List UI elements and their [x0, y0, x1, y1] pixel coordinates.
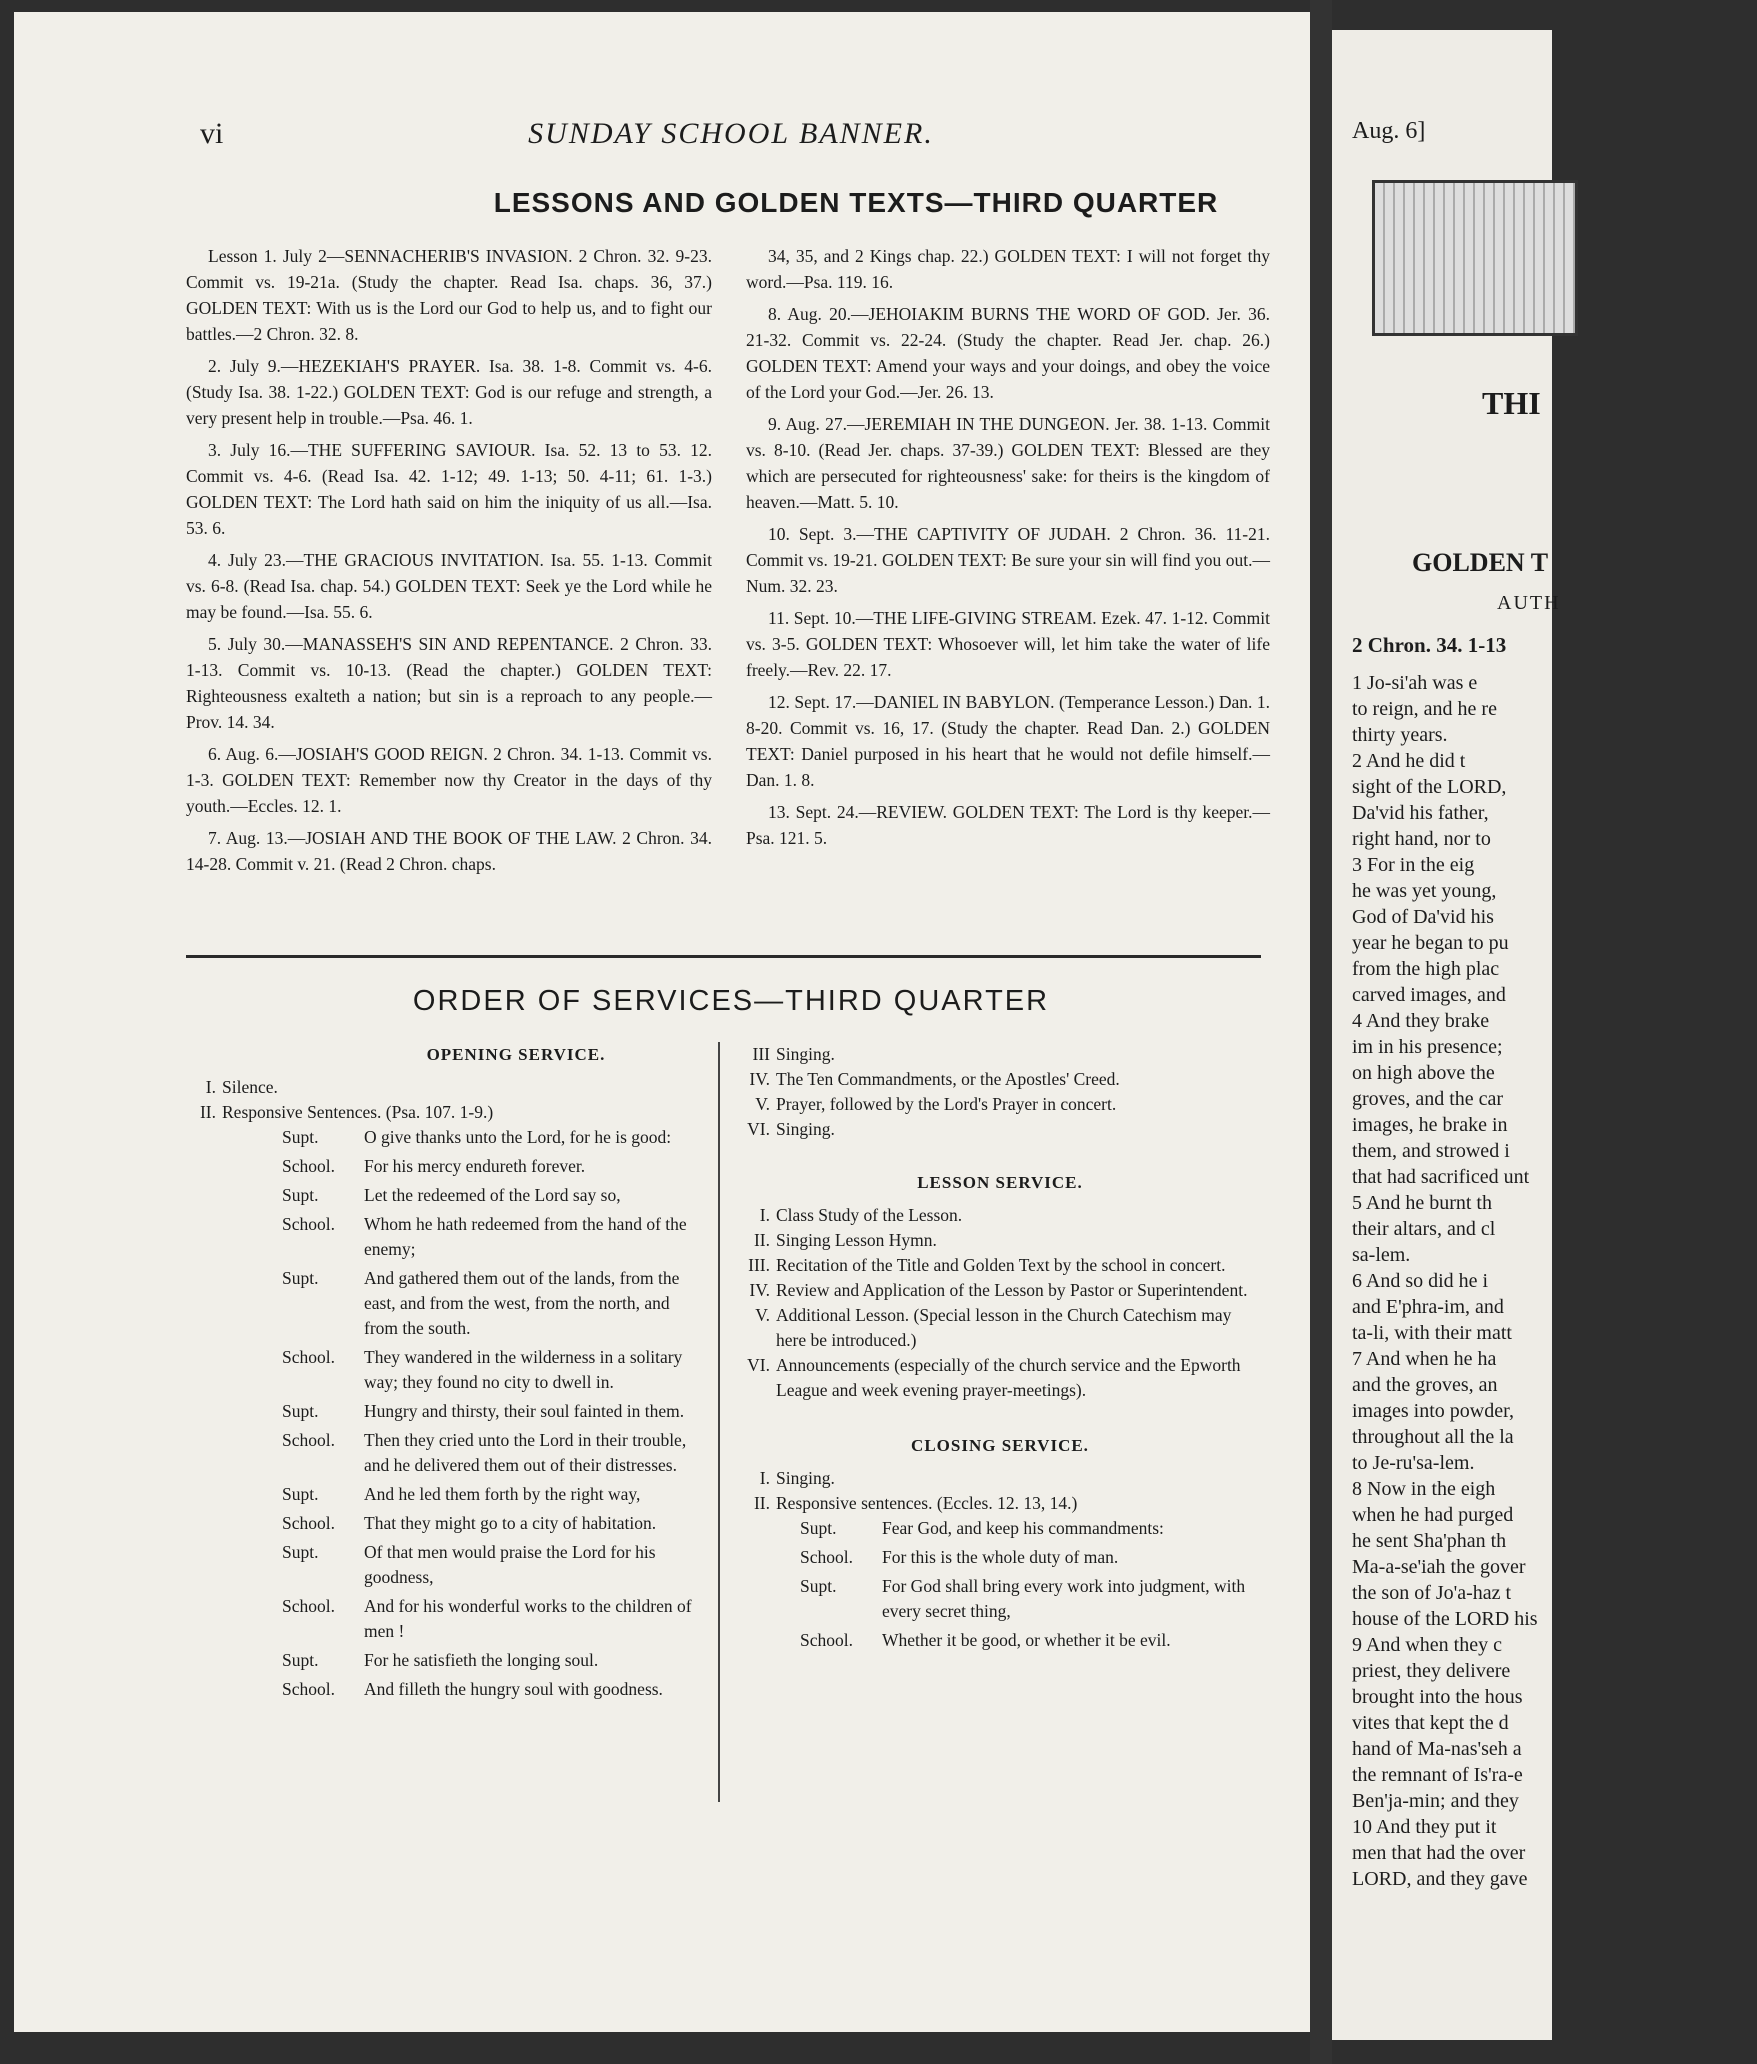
speaker-label: Supt. — [282, 1185, 319, 1205]
sentence-text: Whether it be good, or whether it be evil. — [882, 1630, 1171, 1650]
responsive-sentence — [800, 1574, 1260, 1624]
service-item — [740, 1092, 1260, 1117]
facing-line: Da'vid his father, — [1352, 802, 1489, 824]
facing-line: 7 And when he ha — [1352, 1348, 1497, 1370]
item-text: Singing. — [776, 1044, 835, 1064]
spacer — [186, 1154, 282, 1179]
item-number: V. — [755, 1305, 770, 1325]
lesson-entry: 2. July 9.—HEZEKIAH'S PRAYER. Isa. 38. 1-8. Commit vs. 4-6. (Study Isa. 38. 1-22.) GOLDEN TEXT: God is our refuge and strength, a very present help in trouble.—Psa. 46. 1. — [186, 356, 712, 428]
column-divider — [718, 1042, 720, 1802]
facing-line: priest, they delivere — [1352, 1660, 1511, 1682]
item-text: Class Study of the Lesson. — [776, 1205, 963, 1225]
spacer — [186, 1212, 282, 1262]
facing-line: hand of Ma-nas'seh a — [1352, 1738, 1522, 1760]
responsive-sentence — [800, 1628, 1260, 1653]
lesson-entry: 3. July 16.—THE SUFFERING SAVIOUR. Isa. 52. 13 to 53. 12. Commit vs. 4-6. (Read Isa. 42. 1-12; 49. 1-13; 50. 4-11; 61. 1-3.) GOLDEN TEXT: The Lord hath said on him the iniquity of us all.—Isa. 53. 6. — [186, 440, 712, 538]
lesson-entry: 12. Sept. 17.—DANIEL IN BABYLON. (Temperance Lesson.) Dan. 1. 8-20. Commit vs. 16, 17. (Study the chapter. Read Dan. 2.) GOLDEN TEXT: Daniel purposed in his heart that he would not defile himself.—Dan. 1. 8. — [746, 692, 1270, 790]
lesson-entry: 5. July 30.—MANASSEH'S SIN AND REPENTANCE. 2 Chron. 33. 1-13. Commit vs. 10-13. (Read the chapter.) GOLDEN TEXT: Righteousness exalteth a nation; but sin is a reproach to any people.—Prov. 14. 34. — [186, 634, 712, 732]
sentence-text: And he led them forth by the right way, — [364, 1484, 641, 1504]
spacer — [186, 1511, 282, 1536]
responsive-sentence — [186, 1266, 706, 1341]
item-number: I. — [205, 1077, 216, 1097]
item-text: Responsive sentences. (Eccles. 12. 13, 14.) — [776, 1493, 1078, 1513]
lesson-entry: 13. Sept. 24.—REVIEW. GOLDEN TEXT: The Lord is thy keeper.—Psa. 121. 5. — [746, 802, 1270, 848]
sentence-text: Fear God, and keep his commandments: — [882, 1518, 1164, 1538]
service-item — [740, 1042, 1260, 1067]
item-text: Announcements (especially of the church service and the Epworth League and week evening prayer-meetings). — [776, 1355, 1241, 1400]
facing-heading: THI — [1482, 385, 1541, 421]
sentence-text: Hungry and thirsty, their soul fainted in them. — [364, 1401, 685, 1421]
facing-line: to Je-ru'sa-lem. — [1352, 1452, 1475, 1474]
services-right-column — [740, 1042, 1260, 1657]
page-number: vi — [200, 117, 224, 150]
responsive-sentence — [186, 1594, 706, 1644]
sentence-text: For God shall bring every work into judgment, with every secret thing, — [882, 1576, 1246, 1621]
facing-line: 1 Jo-si'ah was e — [1352, 672, 1478, 694]
facing-line: 9 And when they c — [1352, 1634, 1502, 1656]
item-number: I. — [759, 1205, 770, 1225]
facing-line: 8 Now in the eigh — [1352, 1478, 1496, 1500]
facing-line: carved images, and — [1352, 984, 1506, 1006]
service-item — [186, 1100, 706, 1125]
facing-ref: 2 Chron. 34. 1-13 — [1352, 633, 1507, 657]
order-of-services-title: ORDER OF SERVICES—THIRD QUARTER — [412, 985, 1050, 1017]
facing-line: 10 And they put it — [1352, 1816, 1497, 1838]
facing-line: 6 And so did he i — [1352, 1270, 1489, 1292]
responsive-sentence — [186, 1345, 706, 1395]
item-text: Singing. — [776, 1468, 835, 1488]
spacer — [186, 1345, 282, 1395]
spacer — [186, 1428, 282, 1478]
responsive-sentence — [800, 1516, 1260, 1541]
facing-line: images into powder, — [1352, 1400, 1514, 1422]
item-number: II. — [199, 1102, 216, 1122]
lesson-entry: 8. Aug. 20.—JEHOIAKIM BURNS THE WORD OF GOD. Jer. 36. 21-32. Commit vs. 22-24. (Study the chapter. Read Jer. chap. 26.) GOLDEN TEXT: Amend your ways and your doings, and obey the voice of the Lord your God.—Jer. 26. 13. — [746, 304, 1270, 402]
spacer — [186, 1594, 282, 1644]
speaker-label: School. — [282, 1513, 335, 1533]
item-text: Review and Application of the Lesson by Pastor or Superintendent. — [776, 1280, 1248, 1300]
sentence-text: And for his wonderful works to the children of men ! — [364, 1596, 692, 1641]
opening-service-title: OPENING SERVICE. — [426, 1045, 606, 1064]
facing-line: he sent Sha'phan th — [1352, 1530, 1507, 1552]
section-divider — [186, 955, 1261, 958]
facing-line: right hand, nor to — [1352, 828, 1491, 850]
speaker-label: School. — [800, 1547, 853, 1567]
lesson-entry: Lesson 1. July 2—SENNACHERIB'S INVASION. 2 Chron. 32. 9-23. Commit vs. 19-21a. (Study the chapter. Read Isa. chaps. 36, 37.) GOLDEN TEXT: With us is the Lord our God to help us, and to fight our battles.—2 Chron. 32. 8. — [186, 246, 712, 344]
page-header — [186, 117, 1276, 157]
sentence-text: And gathered them out of the lands, from the east, and from the west, from the north, and from the south. — [364, 1268, 680, 1338]
responsive-sentence — [186, 1125, 706, 1150]
item-text: The Ten Commandments, or the Apostles' Creed. — [776, 1069, 1120, 1089]
facing-line: Ben'ja-min; and they — [1352, 1790, 1519, 1812]
speaker-label: Supt. — [800, 1576, 837, 1596]
service-item — [740, 1491, 1260, 1516]
lessons-left-column — [186, 243, 712, 883]
speaker-label: School. — [282, 1156, 335, 1176]
closing-service-title: CLOSING SERVICE. — [911, 1436, 1089, 1455]
lesson-entry: 10. Sept. 3.—THE CAPTIVITY OF JUDAH. 2 Chron. 36. 11-21. Commit vs. 19-21. GOLDEN TEXT: Be sure your sin will find you out.—Num. 32. 23. — [746, 524, 1270, 596]
facing-line: Ma-a-se'iah the gover — [1352, 1556, 1526, 1578]
facing-line: sight of the LORD, — [1352, 776, 1507, 798]
speaker-label: School. — [282, 1679, 335, 1699]
item-number: IV. — [749, 1069, 770, 1089]
facing-line: men that had the over — [1352, 1842, 1526, 1864]
service-item — [740, 1278, 1260, 1303]
lesson-entry: 4. July 23.—THE GRACIOUS INVITATION. Isa. 55. 1-13. Commit vs. 6-8. (Read Isa. chap. 54.) GOLDEN TEXT: Seek ye the Lord while he may be found.—Isa. 55. 6. — [186, 550, 712, 622]
item-text: Additional Lesson. (Special lesson in the Church Catechism may here be introduced.) — [776, 1305, 1232, 1350]
item-number: VI. — [747, 1355, 770, 1375]
spacer — [186, 1648, 282, 1673]
facing-line: vites that kept the d — [1352, 1712, 1509, 1734]
service-item — [740, 1228, 1260, 1253]
item-number: IV. — [749, 1280, 770, 1300]
facing-golden: GOLDEN T — [1412, 548, 1549, 577]
running-title: SUNDAY SCHOOL BANNER. — [528, 117, 934, 150]
sentence-text: Of that men would praise the Lord for his goodness, — [364, 1542, 656, 1587]
service-item — [740, 1466, 1260, 1491]
responsive-sentence — [186, 1154, 706, 1179]
facing-line: ta-li, with their matt — [1352, 1322, 1512, 1344]
item-text: Singing Lesson Hymn. — [776, 1230, 937, 1250]
lesson-entry: 7. Aug. 13.—JOSIAH AND THE BOOK OF THE LAW. 2 Chron. 34. 14-28. Commit v. 21. (Read 2 Chron. chaps. — [186, 828, 712, 874]
sentence-text: Whom he hath redeemed from the hand of the enemy; — [364, 1214, 687, 1259]
facing-page — [1332, 30, 1561, 2040]
service-item — [740, 1067, 1260, 1092]
spacer — [186, 1183, 282, 1208]
facing-line: brought into the hous — [1352, 1686, 1523, 1708]
facing-line: year he began to pu — [1352, 932, 1509, 954]
spacer — [186, 1125, 282, 1150]
speaker-label: Supt. — [282, 1268, 319, 1288]
item-number: III. — [748, 1255, 770, 1275]
sentence-text: And filleth the hungry soul with goodness. — [364, 1679, 663, 1699]
facing-line: their altars, and cl — [1352, 1218, 1496, 1240]
lesson-service-title: LESSON SERVICE. — [917, 1173, 1083, 1192]
item-text: Singing. — [776, 1119, 835, 1139]
responsive-sentence — [186, 1212, 706, 1262]
item-text: Responsive Sentences. (Psa. 107. 1-9.) — [222, 1102, 494, 1122]
speaker-label: School. — [282, 1430, 335, 1450]
spacer — [186, 1399, 282, 1424]
facing-line: LORD, and they gave — [1352, 1868, 1528, 1890]
facing-line: 2 And he did t — [1352, 750, 1466, 772]
responsive-sentence — [186, 1183, 706, 1208]
sentence-text: For he satisfieth the longing soul. — [364, 1650, 599, 1670]
facing-line: images, he brake in — [1352, 1114, 1508, 1136]
responsive-sentence — [800, 1545, 1260, 1570]
speaker-label: School. — [282, 1596, 335, 1616]
facing-line: sa-lem. — [1352, 1244, 1411, 1266]
sentence-text: They wandered in the wilderness in a solitary way; they found no city to dwell in. — [364, 1347, 683, 1392]
spacer — [186, 1677, 282, 1702]
speaker-label: Supt. — [282, 1650, 319, 1670]
facing-line: the son of Jo'a-haz t — [1352, 1582, 1512, 1604]
facing-line: 4 And they brake — [1352, 1010, 1490, 1032]
facing-line: thirty years. — [1352, 724, 1448, 746]
speaker-label: School. — [800, 1630, 853, 1650]
speaker-label: Supt. — [282, 1484, 319, 1504]
facing-text — [1352, 670, 1612, 1892]
ornament-illustration — [1372, 180, 1578, 336]
item-number: I. — [759, 1468, 770, 1488]
service-item — [740, 1253, 1260, 1278]
sentence-text: For his mercy endureth forever. — [364, 1156, 586, 1176]
facing-line: the remnant of Is'ra-e — [1352, 1764, 1523, 1786]
spacer — [186, 1540, 282, 1590]
facing-line: 5 And he burnt th — [1352, 1192, 1492, 1214]
lesson-entry: 6. Aug. 6.—JOSIAH'S GOOD REIGN. 2 Chron. 34. 1-13. Commit vs. 1-3. GOLDEN TEXT: Remember now thy Creator in the days of thy youth.—Eccles. 12. 1. — [186, 744, 712, 816]
facing-line: on high above the — [1352, 1062, 1495, 1084]
lesson-entry: 11. Sept. 10.—THE LIFE-GIVING STREAM. Ezek. 47. 1-12. Commit vs. 3-5. GOLDEN TEXT: Whosoever will, let him take the water of life freely.—Rev. 22. 17. — [746, 608, 1270, 680]
item-number: II. — [753, 1493, 770, 1513]
facing-line: when he had purged — [1352, 1504, 1514, 1526]
spacer — [186, 1266, 282, 1341]
lesson-entry: 34, 35, and 2 Kings chap. 22.) GOLDEN TEXT: I will not forget thy word.—Psa. 119. 16. — [746, 246, 1270, 292]
responsive-sentence — [186, 1677, 706, 1702]
facing-auth: AUTH — [1497, 592, 1561, 614]
facing-line: and E'phra-im, and — [1352, 1296, 1504, 1318]
item-text: Silence. — [222, 1077, 278, 1097]
facing-line: God of Da'vid his — [1352, 906, 1494, 928]
facing-line: house of the LORD his — [1352, 1608, 1538, 1630]
item-number: III — [752, 1044, 770, 1064]
opening-service — [186, 1042, 706, 1706]
responsive-sentence — [186, 1482, 706, 1507]
facing-line: from the high plac — [1352, 958, 1500, 980]
sentence-text: That they might go to a city of habitation. — [364, 1513, 657, 1533]
responsive-sentence — [186, 1648, 706, 1673]
speaker-label: School. — [282, 1347, 335, 1367]
facing-line: throughout all the la — [1352, 1426, 1514, 1448]
item-text: Prayer, followed by the Lord's Prayer in concert. — [776, 1094, 1117, 1114]
facing-line: to reign, and he re — [1352, 698, 1497, 720]
service-item — [186, 1075, 706, 1100]
facing-line: he was yet young, — [1352, 880, 1497, 902]
item-number: V. — [755, 1094, 770, 1114]
speaker-label: School. — [282, 1214, 335, 1234]
sentence-text: Let the redeemed of the Lord say so, — [364, 1185, 621, 1205]
facing-line: im in his presence; — [1352, 1036, 1503, 1058]
responsive-sentence — [186, 1540, 706, 1590]
sentence-text: Then they cried unto the Lord in their trouble, and he delivered them out of their distresses. — [364, 1430, 687, 1475]
book-gutter — [1310, 0, 1332, 2064]
lesson-entry: 9. Aug. 27.—JEREMIAH IN THE DUNGEON. Jer. 38. 1-13. Commit vs. 8-10. (Read Jer. chaps. 37-39.) GOLDEN TEXT: Blessed are they which are persecuted for righteousness' sake: for theirs is the kingdom of heaven.—Matt. 5. 10. — [746, 414, 1270, 512]
facing-line: and the groves, an — [1352, 1374, 1498, 1396]
service-item — [740, 1353, 1260, 1403]
sentence-text: O give thanks unto the Lord, for he is good: — [364, 1127, 672, 1147]
speaker-label: Supt. — [282, 1542, 319, 1562]
item-number: VI. — [747, 1119, 770, 1139]
facing-line: groves, and the car — [1352, 1088, 1504, 1110]
facing-line: that had sacrificed unt — [1352, 1166, 1530, 1188]
speaker-label: Supt. — [282, 1127, 319, 1147]
facing-page-header: Aug. 6] — [1352, 118, 1426, 144]
responsive-sentence — [186, 1511, 706, 1536]
facing-line: 3 For in the eig — [1352, 854, 1475, 876]
speaker-label: Supt. — [282, 1401, 319, 1421]
service-item — [740, 1303, 1260, 1353]
facing-line: them, and strowed i — [1352, 1140, 1510, 1162]
responsive-sentence — [186, 1399, 706, 1424]
speaker-label: Supt. — [800, 1518, 837, 1538]
spacer — [186, 1482, 282, 1507]
item-number: II. — [753, 1230, 770, 1250]
lessons-title: LESSONS AND GOLDEN TEXTS—THIRD QUARTER — [493, 187, 1219, 218]
lessons-right-column — [746, 243, 1270, 857]
item-text: Recitation of the Title and Golden Text by the school in concert. — [776, 1255, 1226, 1275]
sentence-text: For this is the whole duty of man. — [882, 1547, 1119, 1567]
service-item — [740, 1203, 1260, 1228]
service-item — [740, 1117, 1260, 1142]
responsive-sentence — [186, 1428, 706, 1478]
